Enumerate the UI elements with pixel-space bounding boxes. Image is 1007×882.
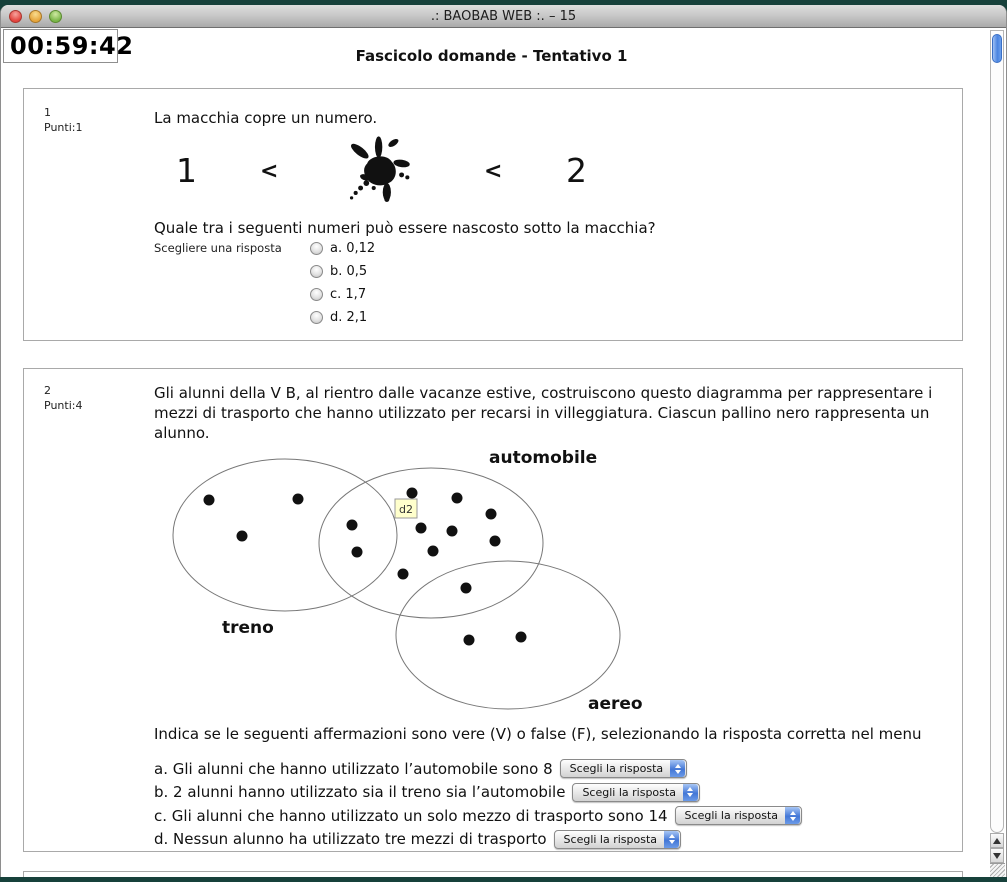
question-2-instruction: Indica se le seguenti affermazioni sono vere (V) o false (F), selezionando la risposta corretta nel menu xyxy=(154,725,922,743)
option-d-label: d. 2,1 xyxy=(330,309,368,325)
question-1-question: Quale tra i seguenti numeri può essere nascosto sotto la macchia? xyxy=(154,219,656,237)
select-stepper-icon xyxy=(683,784,698,801)
venn-shapes xyxy=(173,459,620,709)
question-2-points: Punti:4 xyxy=(44,399,83,412)
statements-list xyxy=(154,757,962,851)
statement-row-a xyxy=(154,757,962,781)
statement-c-text: c. Gli alunni che hanno utilizzato un solo mezzo di trasporto sono 14 xyxy=(154,806,668,825)
question-1-points: Punti:1 xyxy=(44,121,83,134)
page-title: Fascicolo domande - Tentativo 1 xyxy=(355,47,628,65)
question-1-meta xyxy=(44,105,154,340)
question-1-number: 1 xyxy=(44,106,51,119)
d2-tooltip-text: d2 xyxy=(399,503,413,516)
ink-blot-image xyxy=(336,129,418,215)
option-c-label: c. 1,7 xyxy=(330,286,367,302)
select-stepper-icon xyxy=(664,831,679,848)
scrollbar-thumb[interactable] xyxy=(992,34,1002,63)
answer-options xyxy=(310,240,962,325)
question-2-prompt: Gli alunni della V B, al rientro dalle vacanze estive, costruiscono questo diagramma per rappresentare i mezzi di trasporto che hanno utilizzato per recarsi in villeggiatura. Ciascun pallino nero rappresenta un alunno. xyxy=(154,384,933,442)
window-title: .: BAOBAB WEB :. – 15 xyxy=(430,9,577,24)
venn-label-treno: treno xyxy=(222,618,274,638)
radio-option-a[interactable] xyxy=(310,242,323,255)
select-stepper-icon xyxy=(670,760,685,777)
option-row-c[interactable] xyxy=(310,286,962,302)
arrow-down-icon xyxy=(993,853,1001,859)
statement-row-b xyxy=(154,781,962,805)
title-bar[interactable] xyxy=(1,5,1006,28)
less-than-sign-2: < xyxy=(484,159,503,184)
option-row-b[interactable] xyxy=(310,263,962,279)
question-2-number: 2 xyxy=(44,384,51,397)
question-2-meta xyxy=(44,383,154,851)
vertical-scrollbar[interactable] xyxy=(989,30,1005,877)
statement-row-c xyxy=(154,804,962,828)
radio-option-c[interactable] xyxy=(310,288,323,301)
statement-d-text: d. Nessun alunno ha utilizzato tre mezzi di trasporto xyxy=(154,830,547,849)
question-2-box xyxy=(23,368,963,852)
inequality-expression xyxy=(154,129,962,215)
radio-option-b[interactable] xyxy=(310,265,323,278)
scrollbar-track[interactable] xyxy=(990,30,1004,833)
statement-c-select[interactable]: Scegli la risposta xyxy=(675,806,803,825)
question-1-box xyxy=(23,88,963,341)
browser-window xyxy=(0,5,1007,877)
venn-diagram xyxy=(160,447,720,717)
statement-row-d xyxy=(154,828,962,852)
scroll-down-button[interactable] xyxy=(990,848,1004,863)
resize-grip[interactable] xyxy=(990,863,1005,877)
statement-d-select[interactable]: Scegli la risposta xyxy=(554,830,682,849)
arrow-up-icon xyxy=(993,838,1001,844)
number-one: 1 xyxy=(176,151,197,190)
venn-label-automobile: automobile xyxy=(489,448,598,468)
scroll-up-button[interactable] xyxy=(990,833,1004,848)
countdown-timer: 00:59:42 xyxy=(3,29,118,63)
select-stepper-icon xyxy=(785,807,800,824)
choose-answer-label: Scegliere una risposta xyxy=(154,241,282,255)
radio-option-d[interactable] xyxy=(310,311,323,324)
question-1-prompt: La macchia copre un numero. xyxy=(154,109,378,127)
option-row-a[interactable] xyxy=(310,240,962,256)
statement-b-text: b. 2 alunni hanno utilizzato sia il treno sia l’automobile xyxy=(154,783,566,802)
number-two: 2 xyxy=(566,151,587,190)
less-than-sign-1: < xyxy=(260,159,279,184)
venn-label-aereo: aereo xyxy=(588,694,643,714)
option-b-label: b. 0,5 xyxy=(330,263,368,279)
statement-b-select[interactable]: Scegli la risposta xyxy=(572,783,700,802)
d2-tooltip xyxy=(395,499,417,518)
option-a-label: a. 0,12 xyxy=(330,240,376,256)
statement-a-text: a. Gli alunni che hanno utilizzato l’automobile sono 8 xyxy=(154,759,553,778)
option-row-d[interactable] xyxy=(310,309,962,325)
question-3-box-partial xyxy=(23,871,963,877)
statement-a-select[interactable]: Scegli la risposta xyxy=(560,759,688,778)
